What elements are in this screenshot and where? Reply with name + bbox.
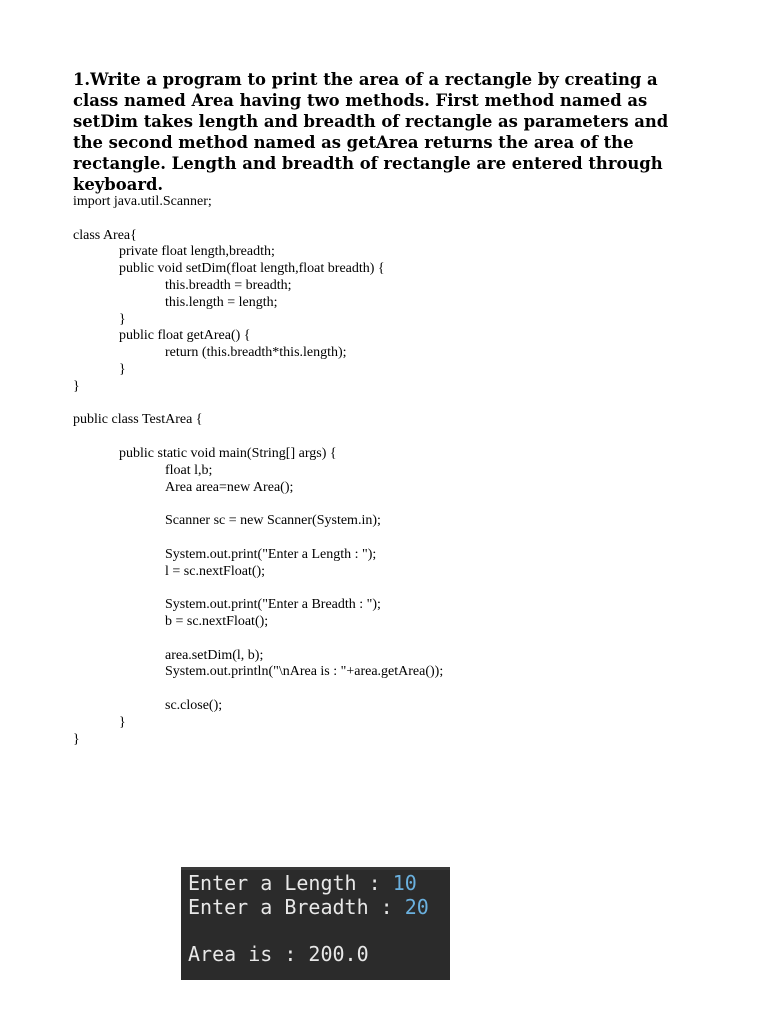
code-line: } [119, 361, 126, 377]
code-line: this.length = length; [165, 294, 278, 310]
code-line: return (this.breadth*this.length); [165, 345, 347, 361]
code-line: area.setDim(l, b); [165, 647, 264, 663]
console-top-edge [181, 867, 450, 870]
code-line: b = sc.nextFloat(); [165, 613, 269, 629]
code-line: l = sc.nextFloat(); [165, 563, 266, 579]
code-line: class Area{ [73, 227, 137, 243]
length-value: 10 [392, 871, 417, 895]
code-listing [73, 194, 713, 748]
length-prompt: Enter a Length : [188, 871, 393, 895]
code-line: } [73, 731, 80, 747]
code-line: private float length,breadth; [119, 244, 275, 260]
console-output-screenshot [181, 867, 450, 980]
console-line-result: Area is : 200.0 [188, 942, 369, 966]
code-line: Scanner sc = new Scanner(System.in); [165, 513, 381, 529]
code-line: System.out.println("\nArea is : "+area.getArea()); [165, 664, 444, 680]
code-line: import java.util.Scanner; [73, 194, 212, 209]
breadth-prompt: Enter a Breadth : [188, 895, 405, 919]
breadth-value: 20 [404, 895, 429, 919]
code-line: sc.close(); [165, 697, 223, 713]
code-line: } [73, 378, 80, 394]
code-line: public float getArea() { [119, 328, 251, 344]
code-line: } [119, 714, 126, 730]
console-line-breadth [188, 895, 429, 919]
code-line: float l,b; [165, 462, 213, 478]
code-line: System.out.print("Enter a Breadth : "); [165, 597, 381, 613]
code-line: public void setDim(float length,float breadth) { [119, 261, 385, 277]
code-line: Area area=new Area(); [165, 479, 294, 495]
code-line: public static void main(String[] args) { [119, 445, 337, 461]
code-line: public class TestArea { [73, 412, 203, 428]
question-text: 1.Write a program to print the area of a rectangle by creating a class named Area having two methods. First method named as setDim takes length and breadth of rectangle as parameters and the second method named as getArea returns the area of the rectangle. Length and breadth of rectangle are entered through keyboard. [73, 70, 669, 194]
console-line-length [188, 871, 417, 895]
code-line: } [119, 311, 126, 327]
code-line: System.out.print("Enter a Length : "); [165, 546, 377, 562]
code-line: this.breadth = breadth; [165, 277, 292, 293]
